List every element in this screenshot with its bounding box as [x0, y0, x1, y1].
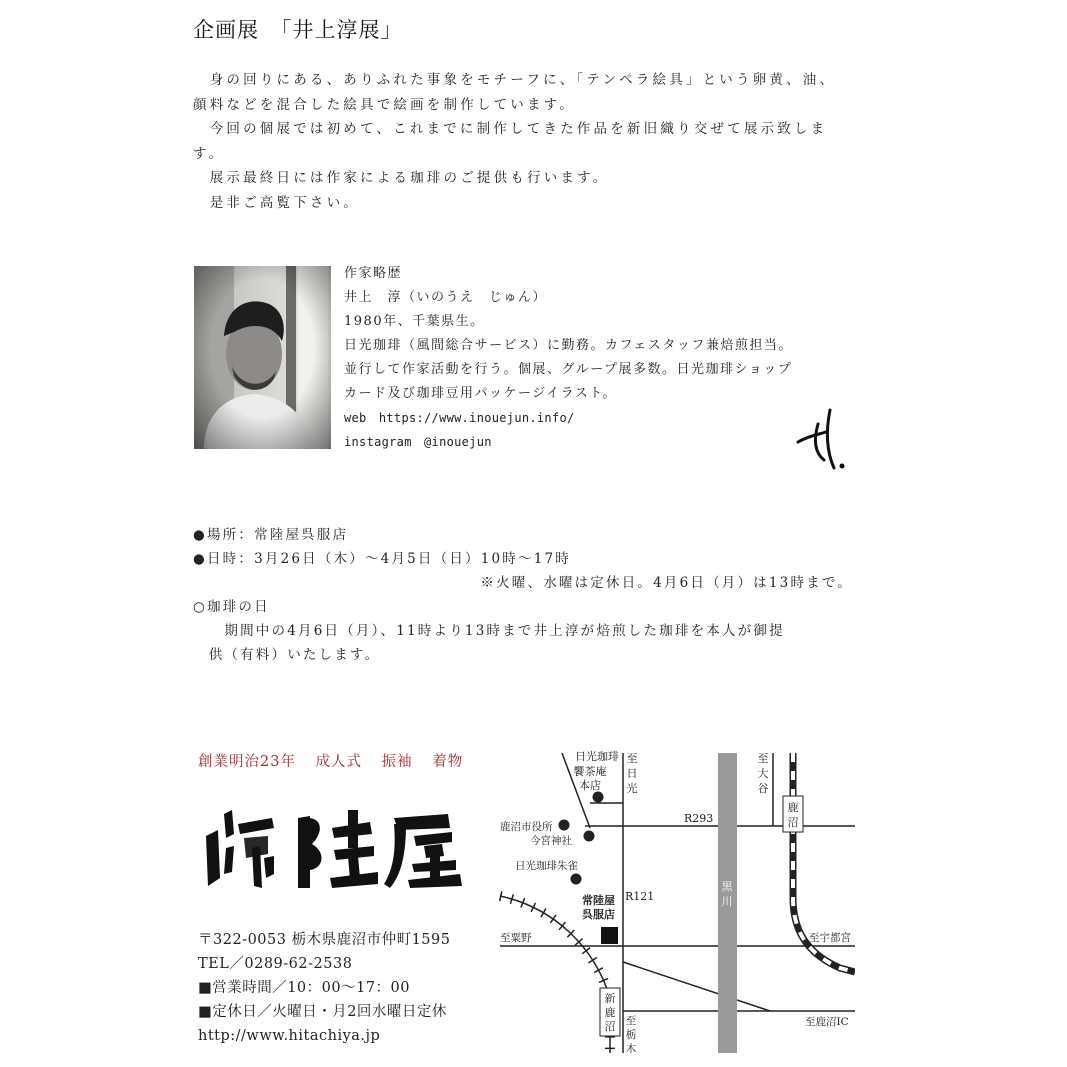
- map-label: 本店: [579, 779, 601, 792]
- marker-nikko-coffee-honten: [593, 792, 604, 803]
- venue: ●場所：常陸屋呉服店: [193, 527, 349, 543]
- map-label: 日: [626, 767, 638, 780]
- map-label: 光: [626, 782, 638, 795]
- bio-line: カード及び珈琲豆用パッケージイラスト。: [344, 386, 618, 401]
- map-label: R293: [684, 812, 714, 825]
- marker-hitachiya: [601, 927, 618, 944]
- map-label: 至: [626, 752, 638, 765]
- bio-heading: 作家略歴: [344, 266, 403, 281]
- shop-tagline: [198, 750, 477, 771]
- map-label: 今宮神社: [530, 835, 572, 847]
- map-label: 饗茶庵: [573, 765, 607, 778]
- map-label: 至: [757, 752, 769, 765]
- shop-url[interactable]: http://www.hitachiya.jp: [198, 1028, 381, 1044]
- closed-note: ※火曜、水曜は定休日。4月6日（月）は13時まで。: [480, 575, 853, 591]
- artist-birth: 1980年、千葉県生。: [344, 314, 485, 329]
- tagline-item: 着物: [432, 754, 464, 770]
- intro-text: [193, 68, 848, 215]
- shop-address-block: [198, 928, 451, 1048]
- shop-address: 〒322-0053 栃木県鹿沼市仲町1595: [198, 932, 451, 948]
- map-label: 至鹿沼IC: [805, 1016, 849, 1028]
- map-label: 黒: [721, 880, 733, 893]
- map-label: 新: [604, 992, 616, 1005]
- map-label: 鹿: [787, 801, 799, 814]
- map-label: 川: [721, 895, 733, 908]
- artist-photo: [194, 266, 331, 449]
- coffee-text: 供（有料）いたします。: [193, 647, 381, 663]
- coffee-heading: ○珈琲の日: [193, 599, 270, 615]
- tagline-item: 振袖: [381, 754, 413, 770]
- page-title: 企画展 「井上淳展」: [193, 18, 403, 42]
- intro-paragraph: 展示最終日には作家による珈琲のご提供も行います。: [193, 170, 610, 186]
- shop-logo: [198, 808, 468, 890]
- dates: ●日時：3月26日（木）～4月5日（日）10時～17時: [193, 551, 571, 567]
- shop-closed-days: ■定休日／火曜日・月2回水曜日定休: [198, 1004, 447, 1020]
- artist-profile: [344, 262, 793, 454]
- map-label: 沼: [787, 816, 799, 829]
- map-label: 谷: [757, 782, 769, 795]
- map-label: 木: [625, 1043, 637, 1055]
- access-map: [495, 748, 855, 1058]
- map-label: 沼: [604, 1020, 616, 1033]
- map-label: 鹿沼市役所: [500, 821, 553, 833]
- map-label: 日光珈琲朱雀: [515, 860, 578, 872]
- map-label: 大: [757, 767, 769, 780]
- map-label: 日光珈琲: [575, 750, 619, 763]
- map-label: R121: [625, 890, 655, 903]
- bio-line: 日光珈琲（風間総合サービス）に勤務。カフェスタッフ兼焙煎担当。: [344, 338, 793, 353]
- map-label: 至粟野: [500, 932, 532, 944]
- tagline-item: 成人式: [315, 754, 363, 770]
- shop-hours: ■営業時間／10：00～17：00: [198, 980, 411, 996]
- signature: [790, 400, 850, 480]
- marker-city-hall: [559, 820, 570, 831]
- instagram-link[interactable]: instagram @inouejun: [344, 435, 492, 449]
- marker-nikko-coffee-shuzen: [571, 874, 582, 885]
- artist-name: 井上 淳（いのうえ じゅん）: [344, 290, 548, 305]
- coffee-text: 期間中の4月6日（月）、11時より13時まで井上淳が焙煎した珈琲を本人が御提: [193, 623, 785, 639]
- intro-paragraph: 今回の個展では初めて、これまでに制作してきた作品を新旧織り交ぜて展示致します。: [193, 121, 828, 162]
- tagline-item: 創業明治23年: [198, 754, 296, 770]
- map-label: 至: [625, 1015, 637, 1027]
- map-label: 至宇都宮: [809, 932, 851, 944]
- exhibition-info: [193, 523, 853, 667]
- intro-paragraph: 是非ご高覧下さい。: [193, 194, 360, 211]
- bio-line: 並行して作家活動を行う。個展、グループ展多数。日光珈琲ショップ: [344, 362, 793, 377]
- intro-paragraph: 身の回りにある、ありふれた事象をモチーフに、「テンペラ絵具」という卵黄、油、顔料などを混合した絵具で絵画を制作しています。: [193, 72, 837, 113]
- map-label: 鹿: [604, 1006, 616, 1019]
- shop-tel: TEL／0289-62-2538: [198, 956, 353, 972]
- marker-imamiya: [584, 831, 595, 842]
- web-link[interactable]: web https://www.inouejun.info/: [344, 411, 575, 425]
- map-label: 呉服店: [582, 908, 615, 921]
- map-label: 常陸屋: [582, 894, 615, 907]
- map-label: 栃: [625, 1029, 637, 1041]
